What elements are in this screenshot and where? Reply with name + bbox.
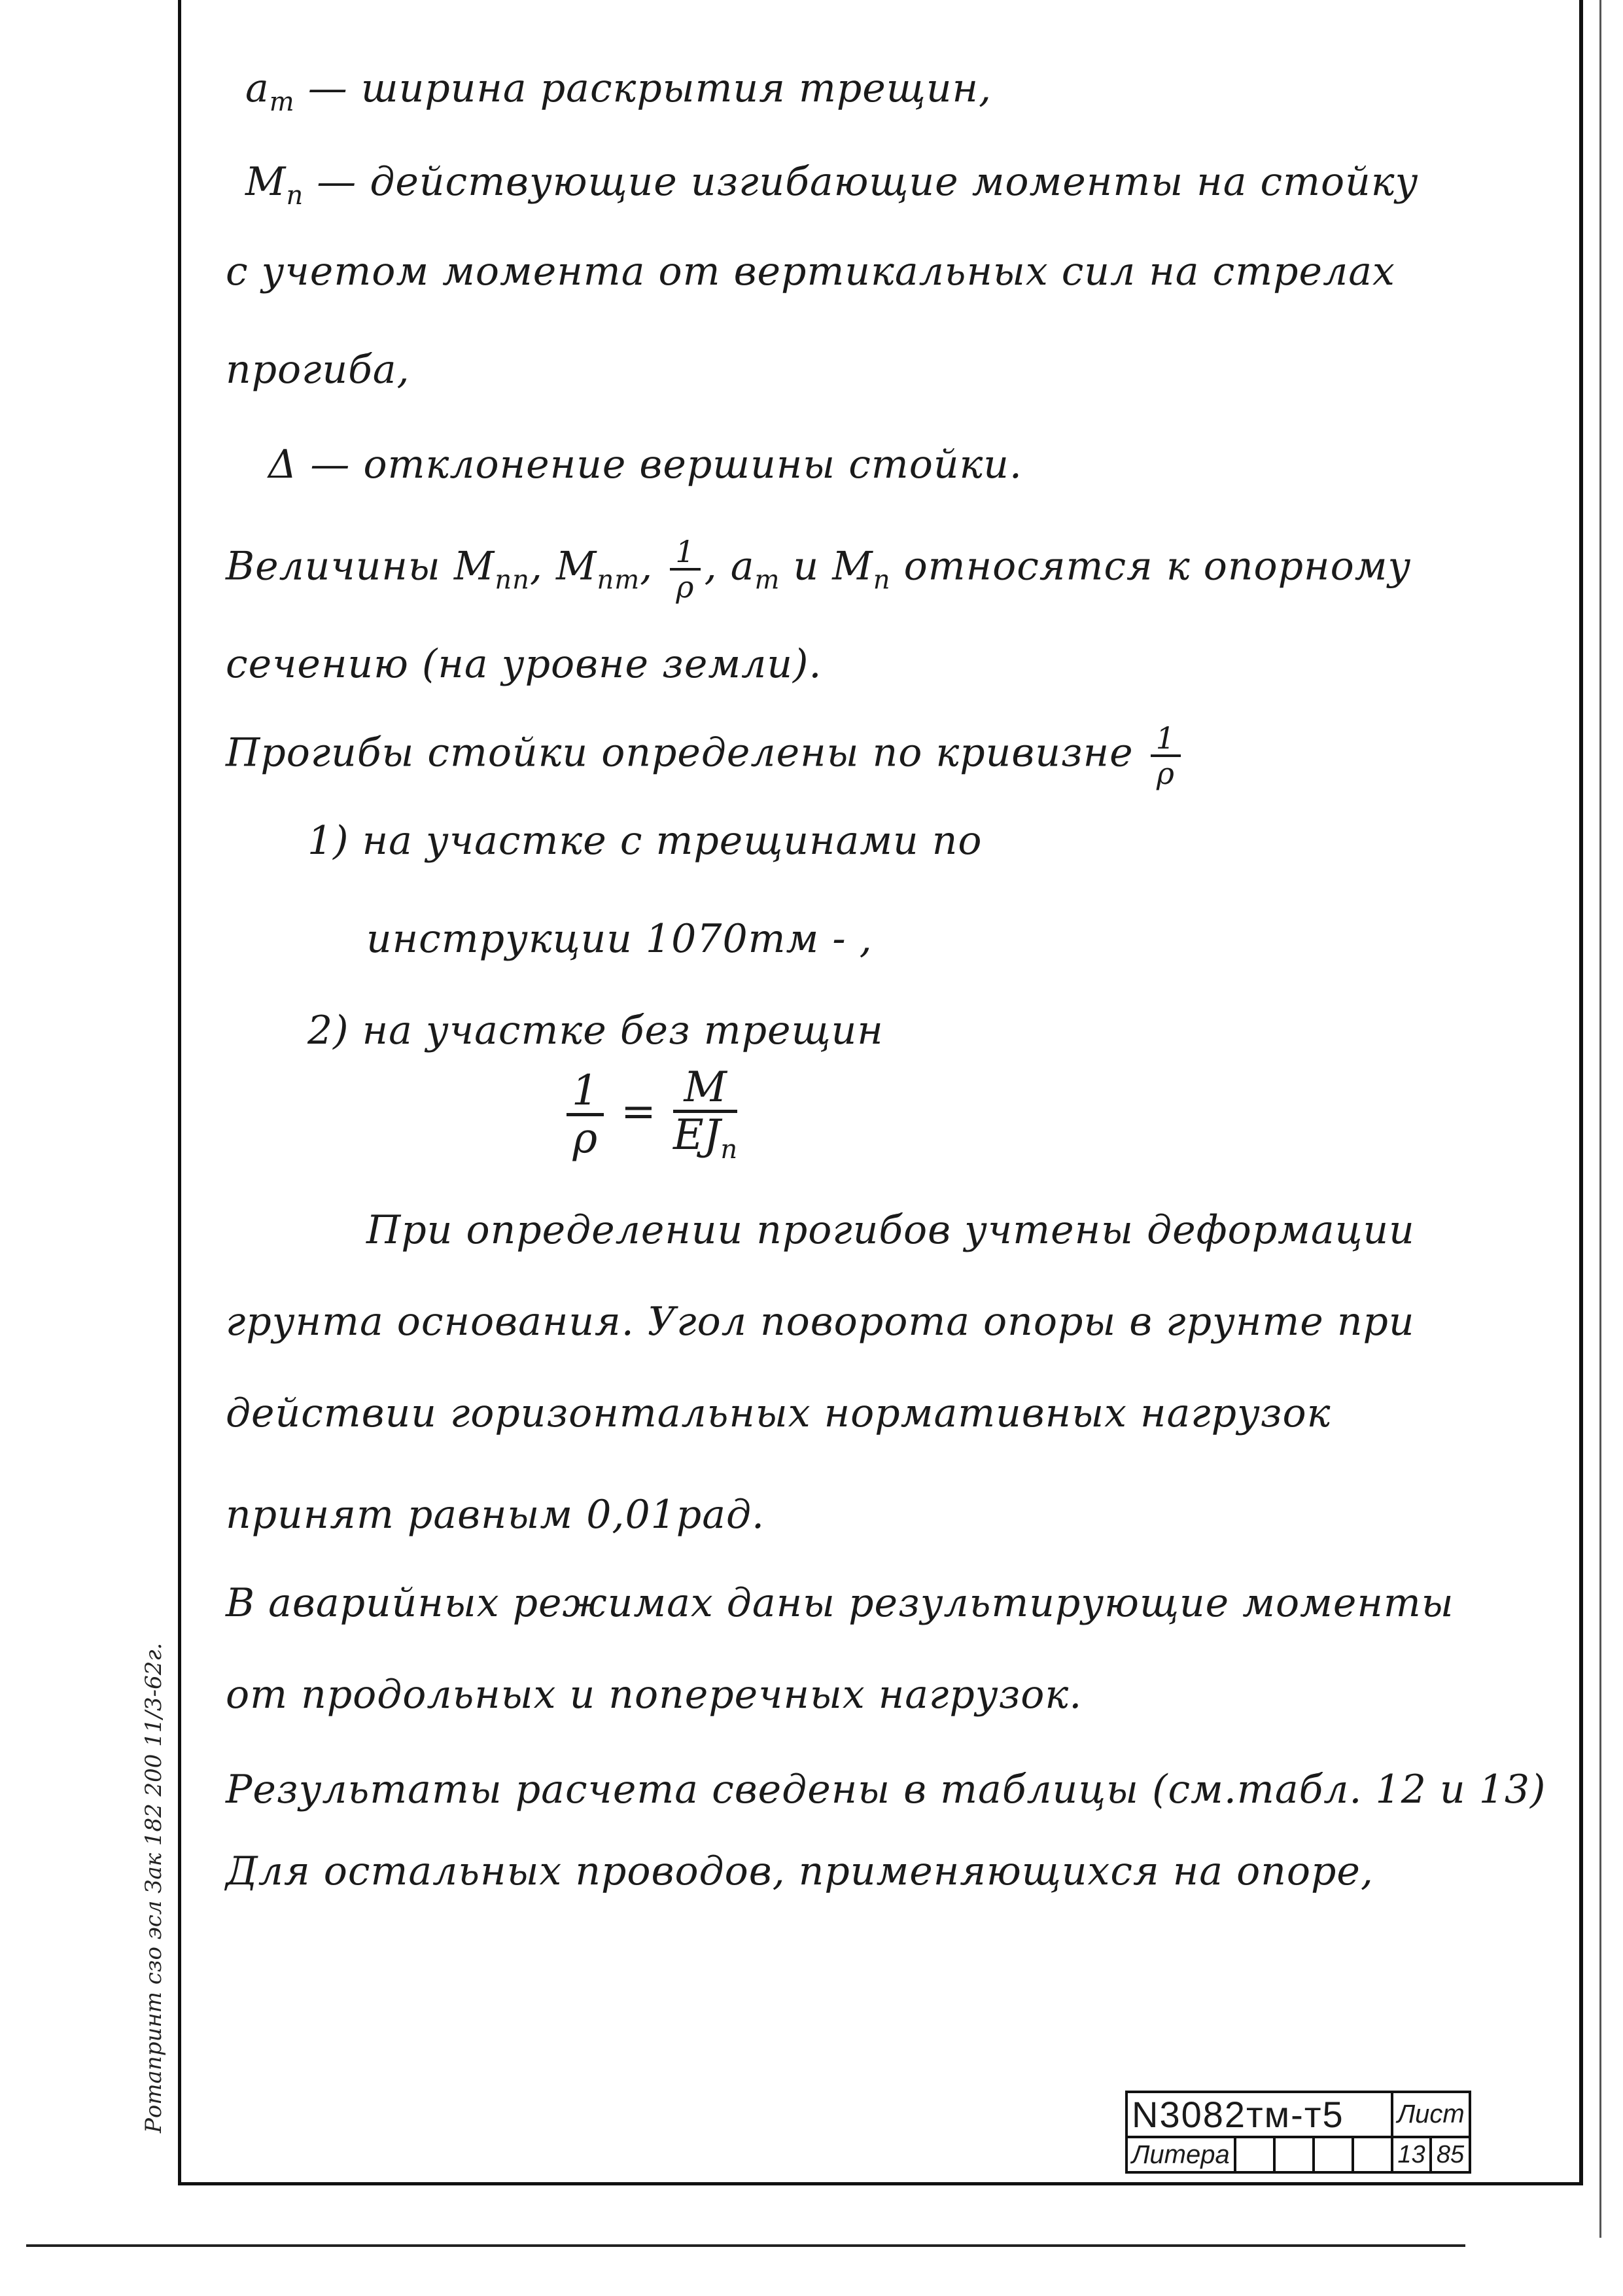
- print-shop-note: Ротапринт сзо эсл Зак 182 200 11/3-62г.: [141, 1642, 167, 2133]
- symbol-a: a: [245, 65, 270, 111]
- text-line-9: 1) на участке с трещинами по: [307, 818, 983, 864]
- litera-cell: [1353, 2137, 1392, 2172]
- bottom-rule: [26, 2244, 1465, 2247]
- symbol-M: M: [245, 159, 287, 205]
- symbol-Mpt: M: [556, 543, 597, 590]
- symbol-Mpp-subscript: пп: [495, 565, 530, 595]
- symbol-M: M: [832, 543, 873, 590]
- litera-label: Литера: [1126, 2137, 1235, 2172]
- text-line-12: При определении прогибов учтены деформации: [366, 1207, 1415, 1253]
- curvature-fraction: [670, 534, 700, 605]
- symbol-a-subscript: т: [269, 87, 295, 117]
- text-line-19: Для остальных проводов, применяющихся на опоре,: [226, 1848, 1374, 1894]
- formula-rhs: [673, 1063, 738, 1165]
- formula-equals: =: [621, 1087, 656, 1136]
- symbol-Mpt-subscript: пт: [597, 565, 640, 595]
- formula-rhs-denominator-text: EJ: [673, 1111, 721, 1159]
- text-line-11: 2) на участке без трещин: [307, 1008, 884, 1053]
- text-line-6-and: и: [793, 543, 820, 590]
- formula-lhs-denominator: ρ: [572, 1114, 598, 1163]
- symbol-Mpp: M: [453, 543, 495, 590]
- text-line-7: сечению (на уровне земли).: [226, 641, 822, 687]
- text-line-13: грунта основания. Угол поворота опоры в грунте при: [226, 1299, 1415, 1345]
- text-line-6-start: Величины: [226, 543, 441, 590]
- formula-lhs-numerator: 1: [567, 1070, 604, 1116]
- symbol-a: a: [730, 543, 755, 590]
- sheet-number: 13: [1392, 2137, 1431, 2172]
- text-line-8: [226, 720, 1185, 791]
- text-line-10: инструкции 1070тм - ,: [366, 916, 873, 962]
- fraction-numerator: 1: [1151, 723, 1181, 757]
- formula-rhs-denominator-subscript: п: [720, 1135, 738, 1165]
- text-line-3: с учетом момента от вертикальных сил на стрелах: [226, 249, 1395, 294]
- document-number: N3082тм-т5: [1126, 2092, 1392, 2137]
- text-line-1-body: — ширина раскрытия трещин,: [307, 65, 992, 111]
- text-line-1: [245, 65, 992, 117]
- sheet-label: Лист: [1392, 2092, 1470, 2137]
- text-line-18: Результаты расчета сведены в таблицы (см.табл. 12 и 13): [226, 1767, 1546, 1812]
- separator-comma: ,: [704, 543, 718, 590]
- litera-cell: [1274, 2137, 1314, 2172]
- text-line-6-end: относятся к опорному: [903, 543, 1412, 590]
- formula-rhs-denominator: [673, 1113, 737, 1163]
- symbol-M-subscript: п: [873, 565, 891, 595]
- separator-comma: ,: [529, 543, 543, 590]
- fraction-denominator: ρ: [676, 569, 695, 605]
- text-line-2-body: — действующие изгибающие моменты на стойку: [317, 159, 1419, 205]
- title-block-stamp: [1125, 2091, 1471, 2174]
- curvature-formula: [563, 1063, 741, 1165]
- text-line-17: от продольных и поперечных нагрузок.: [226, 1672, 1083, 1718]
- text-line-6: [226, 534, 1412, 605]
- sheet-edge: [1599, 0, 1601, 2238]
- text-line-2: [245, 159, 1419, 211]
- separator-comma: ,: [640, 543, 654, 590]
- symbol-a-subscript: т: [754, 565, 780, 595]
- litera-cell: [1235, 2137, 1274, 2172]
- fraction-denominator: ρ: [1156, 756, 1175, 791]
- page-number: 85: [1431, 2137, 1470, 2172]
- fraction-numerator: 1: [670, 537, 700, 571]
- text-line-5: Δ — отклонение вершины стойки.: [268, 442, 1023, 487]
- litera-cell: [1314, 2137, 1353, 2172]
- text-line-14: действии горизонтальных нормативных нагрузок: [226, 1390, 1331, 1436]
- formula-rhs-numerator: M: [673, 1067, 737, 1113]
- text-line-16: В аварийных режимах даны результирующие моменты: [226, 1580, 1454, 1626]
- text-line-15: принят равным 0,01рад.: [226, 1492, 765, 1538]
- curvature-fraction: [1151, 720, 1181, 791]
- text-line-4: прогиба,: [226, 347, 410, 393]
- formula-lhs: [567, 1067, 604, 1163]
- text-line-8-body: Прогибы стойки определены по кривизне: [226, 730, 1134, 776]
- symbol-M-subscript: п: [286, 181, 304, 211]
